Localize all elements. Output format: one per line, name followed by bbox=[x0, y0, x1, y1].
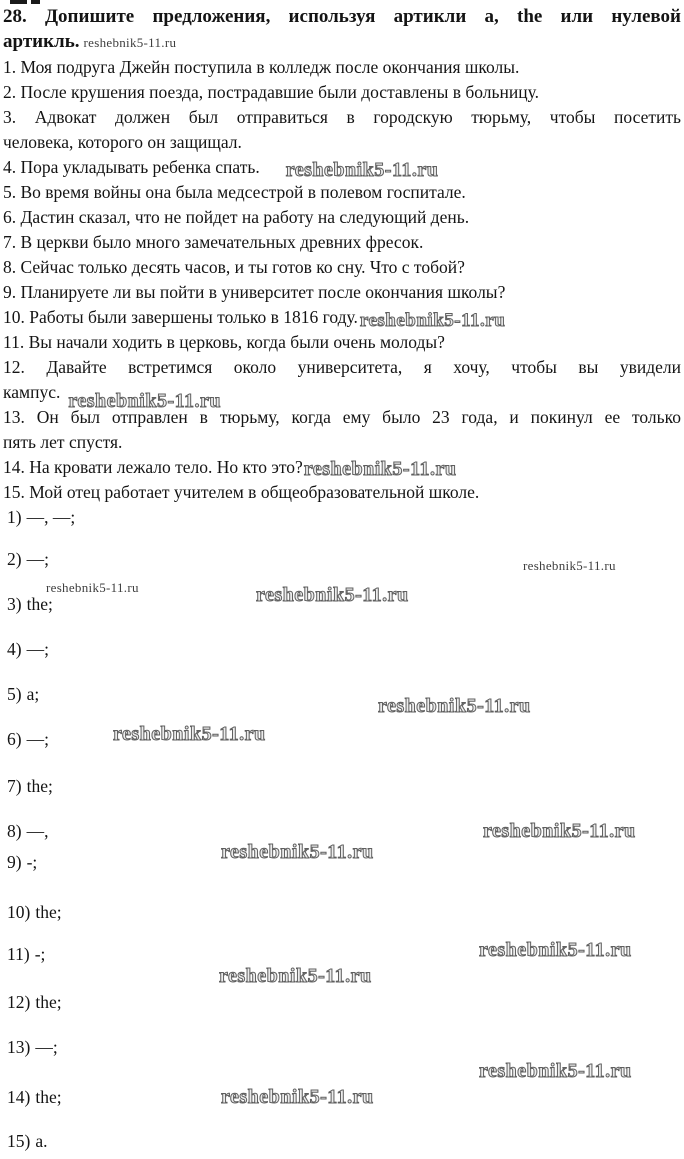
watermark: reshebnik5-11.ru bbox=[113, 723, 266, 745]
exercise-title bbox=[3, 4, 681, 55]
text-line bbox=[3, 380, 681, 412]
answer-row-1 bbox=[3, 505, 681, 530]
answer-row-4 bbox=[3, 637, 681, 662]
text-fragment: кампус. bbox=[3, 382, 61, 402]
exercise-title-line-2 bbox=[3, 29, 681, 55]
text-line: 11. Вы начали ходить в церковь, когда были очень молоды? bbox=[3, 332, 445, 352]
text-line: 15. Мой отец работает учителем в общеобразовательной школе. bbox=[3, 482, 480, 502]
answer-value: —; bbox=[26, 639, 49, 659]
answer-value: the; bbox=[26, 594, 53, 614]
watermark: reshebnik5-11.ru bbox=[359, 310, 506, 331]
watermark: reshebnik5-11.ru bbox=[285, 159, 439, 181]
text-line: 1. Моя подруга Джейн поступила в колледж после окончания школы. bbox=[3, 57, 520, 77]
watermark: reshebnik5-11.ru bbox=[479, 939, 632, 961]
text-line: 12. Давайте встретимся около университета, я хочу, чтобы вы увидели bbox=[3, 357, 681, 377]
text-line: 5. Во время войны она была медсестрой в полевом госпитале. bbox=[3, 182, 466, 202]
watermark: reshebnik5-11.ru bbox=[378, 695, 531, 717]
scan-artifact bbox=[10, 0, 40, 4]
answer-row-3 bbox=[3, 580, 681, 617]
answer-number: 4) bbox=[7, 639, 22, 659]
answer-row-12 bbox=[3, 965, 681, 1015]
answer-number: 6) bbox=[7, 729, 22, 749]
answer-row-10 bbox=[3, 900, 681, 925]
sentence-3 bbox=[3, 105, 681, 155]
watermark: reshebnik5-11.ru bbox=[221, 1086, 374, 1108]
watermark: reshebnik5-11.ru bbox=[479, 1060, 632, 1082]
text-line: 10. Работы были завершены только в 1816 году. bbox=[3, 307, 358, 327]
answer-number: 2) bbox=[7, 549, 22, 569]
answer-number: 3) bbox=[7, 594, 22, 614]
text-line: 2. После крушения поезда, пострадавшие были доставлены в больницу. bbox=[3, 82, 539, 102]
answer-number: 12) bbox=[7, 992, 31, 1012]
text-line: 3. Адвокат должен был отправиться в городскую тюрьму, чтобы посетить bbox=[3, 107, 681, 127]
text-line: человека, которого он защищал. bbox=[3, 132, 242, 152]
sentence-5 bbox=[3, 180, 681, 205]
text-line: 7. В церкви было много замечательных древних фресок. bbox=[3, 232, 424, 252]
text-line: 13. Он был отправлен в тюрьму, когда ему было 23 года, и покинул ее только bbox=[3, 407, 681, 427]
sentence-1 bbox=[3, 55, 681, 80]
sentence-13 bbox=[3, 405, 681, 455]
answer-row-6 bbox=[3, 723, 681, 752]
sentence-6 bbox=[3, 205, 681, 230]
sentence-4 bbox=[3, 155, 681, 180]
exercise-title-line-1: 28. Допишите предложения, используя артикли a, the или нулевой bbox=[3, 6, 681, 27]
answer-number: 10) bbox=[7, 902, 31, 922]
watermark: reshebnik5-11.ru bbox=[303, 458, 457, 480]
answer-row-9 bbox=[3, 841, 681, 875]
sentence-15 bbox=[3, 480, 681, 505]
answer-value: —; bbox=[26, 549, 49, 569]
watermark: reshebnik5-11.ru bbox=[219, 965, 372, 987]
watermark: reshebnik5-11.ru bbox=[46, 580, 139, 595]
sentence-9 bbox=[3, 280, 681, 305]
answer-value: the; bbox=[35, 992, 62, 1012]
answer-list bbox=[3, 505, 681, 1154]
sentence-10 bbox=[3, 305, 681, 330]
answer-value: a; bbox=[26, 684, 40, 704]
watermark: reshebnik5-11.ru bbox=[523, 558, 616, 573]
answer-row-7 bbox=[3, 774, 681, 799]
exercise-title-word: артикль. bbox=[3, 31, 80, 52]
answer-number: 8) bbox=[7, 821, 22, 841]
answer-value: —, —; bbox=[26, 507, 76, 527]
answer-value: the; bbox=[35, 902, 62, 922]
answer-row-15 bbox=[3, 1129, 681, 1154]
sentence-14 bbox=[3, 455, 681, 480]
answer-value: —; bbox=[35, 1037, 58, 1057]
sentence-2 bbox=[3, 80, 681, 105]
answer-number: 13) bbox=[7, 1037, 31, 1057]
text-line: 8. Сейчас только десять часов, и ты готов ко сну. Что с тобой? bbox=[3, 257, 465, 277]
text-line: 14. На кровати лежало тело. Но кто это? bbox=[3, 457, 303, 477]
watermark: reshebnik5-11.ru bbox=[256, 584, 409, 606]
answer-number: 11) bbox=[7, 944, 30, 964]
answer-value: a. bbox=[35, 1131, 48, 1151]
text-line: 6. Дастин сказал, что не пойдет на работу на следующий день. bbox=[3, 207, 470, 227]
answer-value: -; bbox=[26, 852, 38, 872]
watermark: reshebnik5-11.ru bbox=[483, 820, 636, 842]
watermark: reshebnik5-11.ru bbox=[83, 35, 177, 50]
answer-value: the; bbox=[26, 776, 53, 796]
answer-number: 7) bbox=[7, 776, 22, 796]
sentence-7 bbox=[3, 230, 681, 255]
watermark: reshebnik5-11.ru bbox=[68, 390, 222, 412]
sentence-8 bbox=[3, 255, 681, 280]
sentence-11 bbox=[3, 330, 681, 355]
answer-value: —; bbox=[26, 729, 49, 749]
answer-number: 15) bbox=[7, 1131, 31, 1151]
answer-row-14 bbox=[3, 1060, 681, 1110]
text-line: пять лет спустя. bbox=[3, 432, 123, 452]
answer-number: 5) bbox=[7, 684, 22, 704]
answer-value: the; bbox=[35, 1087, 62, 1107]
answer-value: —, bbox=[26, 821, 49, 841]
answer-number: 14) bbox=[7, 1087, 31, 1107]
answer-row-13 bbox=[3, 1035, 681, 1060]
answer-number: 1) bbox=[7, 507, 22, 527]
answer-row-2 bbox=[3, 547, 681, 572]
watermark: reshebnik5-11.ru bbox=[221, 841, 374, 863]
answer-number: 9) bbox=[7, 852, 22, 872]
text-line: 4. Пора укладывать ребенка спать. bbox=[3, 157, 260, 177]
answer-value: -; bbox=[34, 944, 46, 964]
sentence-12 bbox=[3, 355, 681, 412]
text-line: 9. Планируете ли вы пойти в университет после окончания школы? bbox=[3, 282, 506, 302]
answer-row-5 bbox=[3, 682, 681, 717]
